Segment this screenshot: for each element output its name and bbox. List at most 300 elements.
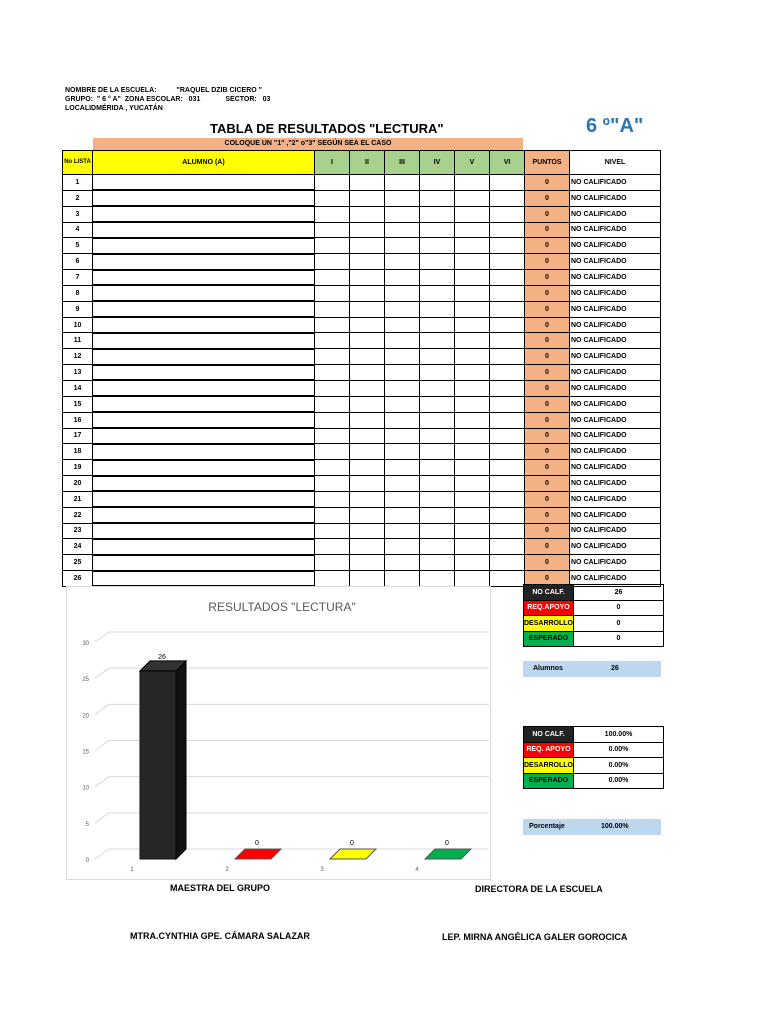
- header-alumno: ALUMNO (A): [93, 151, 315, 175]
- score-cell-3[interactable]: [385, 476, 420, 492]
- student-name-cell[interactable]: [93, 285, 315, 301]
- score-cell-1[interactable]: [315, 555, 350, 571]
- score-cell-6[interactable]: [490, 270, 525, 286]
- row-number: 7: [63, 270, 93, 286]
- score-cell-1[interactable]: [315, 428, 350, 444]
- score-cell-6[interactable]: [490, 396, 525, 412]
- percent-label-esperado: ESPERADO: [524, 773, 574, 789]
- student-name-cell[interactable]: [93, 365, 315, 381]
- score-cell-2[interactable]: [350, 206, 385, 222]
- score-cell-2[interactable]: [350, 365, 385, 381]
- student-name-cell[interactable]: [93, 476, 315, 492]
- score-cell-2[interactable]: [350, 317, 385, 333]
- score-cell-2[interactable]: [350, 412, 385, 428]
- nivel-cell: NO CALIFICADO: [570, 222, 661, 238]
- score-cell-6[interactable]: [490, 523, 525, 539]
- student-name-cell[interactable]: [93, 507, 315, 523]
- count-row: [524, 600, 664, 616]
- table-row: [63, 476, 661, 492]
- score-cell-2[interactable]: [350, 460, 385, 476]
- nivel-cell: NO CALIFICADO: [570, 206, 661, 222]
- nivel-cell: NO CALIFICADO: [570, 507, 661, 523]
- puntos-cell: 0: [525, 222, 570, 238]
- puntos-cell: 0: [525, 444, 570, 460]
- percent-row: [524, 758, 664, 774]
- score-cell-2[interactable]: [350, 285, 385, 301]
- score-cell-5[interactable]: [455, 206, 490, 222]
- percent-value-esperado[interactable]: 0.00%: [574, 773, 664, 789]
- score-cell-4[interactable]: [420, 317, 455, 333]
- bar: [330, 849, 376, 859]
- score-cell-2[interactable]: [350, 301, 385, 317]
- score-cell-4[interactable]: [420, 460, 455, 476]
- puntos-cell: 0: [525, 333, 570, 349]
- score-cell-6[interactable]: [490, 317, 525, 333]
- school-label: NOMBRE DE LA ESCUELA:: [65, 87, 157, 94]
- score-cell-5[interactable]: [455, 380, 490, 396]
- score-cell-3[interactable]: [385, 238, 420, 254]
- score-cell-5[interactable]: [455, 523, 490, 539]
- data-label: 26: [158, 653, 166, 661]
- header-no-lista: No LISTA: [63, 151, 93, 175]
- score-cell-1[interactable]: [315, 317, 350, 333]
- school-name: "RAQUEL DZIB CICERO ": [176, 87, 262, 94]
- nivel-cell: NO CALIFICADO: [570, 317, 661, 333]
- score-cell-2[interactable]: [350, 476, 385, 492]
- score-cell-1[interactable]: [315, 507, 350, 523]
- puntos-cell: 0: [525, 539, 570, 555]
- percent-value-req-apoyo[interactable]: 0.00%: [574, 742, 664, 758]
- count-row: [524, 631, 664, 647]
- score-cell-3[interactable]: [385, 206, 420, 222]
- score-cell-6[interactable]: [490, 444, 525, 460]
- nivel-cell: NO CALIFICADO: [570, 333, 661, 349]
- student-name-cell[interactable]: [93, 491, 315, 507]
- alumnos-value: 26: [611, 665, 619, 672]
- score-cell-6[interactable]: [490, 175, 525, 191]
- sector-value: 03: [262, 96, 271, 103]
- gridline-side: [95, 632, 109, 642]
- grupo-label: GRUPO:: [65, 96, 93, 103]
- score-cell-2[interactable]: [350, 555, 385, 571]
- score-cell-3[interactable]: [385, 270, 420, 286]
- score-cell-4[interactable]: [420, 349, 455, 365]
- score-cell-5[interactable]: [455, 317, 490, 333]
- student-name-cell[interactable]: [93, 238, 315, 254]
- score-cell-4[interactable]: [420, 507, 455, 523]
- score-cell-1[interactable]: [315, 491, 350, 507]
- score-cell-3[interactable]: [385, 555, 420, 571]
- puntos-cell: 0: [525, 285, 570, 301]
- score-cell-4[interactable]: [420, 333, 455, 349]
- puntos-cell: 0: [525, 349, 570, 365]
- x-tick-label: 1: [130, 867, 134, 873]
- student-name-cell[interactable]: [93, 555, 315, 571]
- score-cell-5[interactable]: [455, 444, 490, 460]
- score-cell-3[interactable]: [385, 175, 420, 191]
- score-cell-2[interactable]: [350, 428, 385, 444]
- student-name-cell[interactable]: [93, 190, 315, 206]
- score-cell-3[interactable]: [385, 190, 420, 206]
- score-cell-4[interactable]: [420, 444, 455, 460]
- score-cell-1[interactable]: [315, 238, 350, 254]
- header-roman-2: II: [350, 151, 385, 175]
- gridline-side: [95, 741, 109, 751]
- nivel-cell: NO CALIFICADO: [570, 476, 661, 492]
- score-cell-4[interactable]: [420, 206, 455, 222]
- signature-right-name: LEP. MIRNA ANGÉLICA GALER GOROCICA: [442, 932, 628, 942]
- score-cell-6[interactable]: [490, 222, 525, 238]
- grade-badge: 6 º"A": [586, 115, 644, 137]
- score-cell-2[interactable]: [350, 491, 385, 507]
- score-cell-6[interactable]: [490, 285, 525, 301]
- row-number: 16: [63, 412, 93, 428]
- score-cell-2[interactable]: [350, 507, 385, 523]
- score-cell-3[interactable]: [385, 571, 420, 587]
- score-cell-3[interactable]: [385, 523, 420, 539]
- score-cell-5[interactable]: [455, 396, 490, 412]
- bar: [140, 671, 176, 859]
- count-value-desarrollo[interactable]: 0: [574, 616, 664, 632]
- nivel-cell: NO CALIFICADO: [570, 444, 661, 460]
- alumnos-total: [523, 661, 661, 677]
- nivel-cell: NO CALIFICADO: [570, 349, 661, 365]
- score-cell-6[interactable]: [490, 507, 525, 523]
- count-value-req-apoyo[interactable]: 0: [574, 600, 664, 616]
- score-cell-5[interactable]: [455, 571, 490, 587]
- score-cell-6[interactable]: [490, 301, 525, 317]
- student-name-cell[interactable]: [93, 254, 315, 270]
- puntos-cell: 0: [525, 301, 570, 317]
- score-cell-4[interactable]: [420, 270, 455, 286]
- score-cell-5[interactable]: [455, 539, 490, 555]
- row-number: 13: [63, 365, 93, 381]
- score-cell-2[interactable]: [350, 539, 385, 555]
- student-name-cell[interactable]: [93, 412, 315, 428]
- score-cell-4[interactable]: [420, 190, 455, 206]
- signature-left-title: MAESTRA DEL GRUPO: [170, 883, 271, 893]
- row-number: 11: [63, 333, 93, 349]
- count-value-esperado[interactable]: 0: [574, 631, 664, 647]
- gridline-side: [95, 704, 109, 714]
- score-cell-1[interactable]: [315, 333, 350, 349]
- score-cell-4[interactable]: [420, 555, 455, 571]
- score-cell-5[interactable]: [455, 301, 490, 317]
- y-tick-label: 0: [85, 858, 89, 864]
- score-cell-6[interactable]: [490, 539, 525, 555]
- score-cell-5[interactable]: [455, 333, 490, 349]
- nivel-cell: NO CALIFICADO: [570, 571, 661, 587]
- score-cell-3[interactable]: [385, 491, 420, 507]
- results-chart-svg: [67, 587, 492, 881]
- score-cell-1[interactable]: [315, 175, 350, 191]
- sector-label: SECTOR:: [225, 96, 257, 103]
- student-name-cell[interactable]: [93, 539, 315, 555]
- score-cell-4[interactable]: [420, 396, 455, 412]
- score-cell-5[interactable]: [455, 365, 490, 381]
- score-cell-1[interactable]: [315, 523, 350, 539]
- score-cell-5[interactable]: [455, 460, 490, 476]
- score-cell-6[interactable]: [490, 333, 525, 349]
- percent-value-no-calf[interactable]: 100.00%: [574, 727, 664, 743]
- student-name-cell[interactable]: [93, 380, 315, 396]
- score-cell-4[interactable]: [420, 523, 455, 539]
- score-cell-1[interactable]: [315, 380, 350, 396]
- score-cell-3[interactable]: [385, 349, 420, 365]
- y-tick-label: 15: [82, 749, 89, 756]
- row-number: 8: [63, 285, 93, 301]
- score-cell-1[interactable]: [315, 460, 350, 476]
- score-cell-2[interactable]: [350, 333, 385, 349]
- score-cell-2[interactable]: [350, 254, 385, 270]
- score-cell-1[interactable]: [315, 396, 350, 412]
- score-cell-1[interactable]: [315, 222, 350, 238]
- count-label-no-calf: NO CALF.: [524, 585, 574, 601]
- score-cell-2[interactable]: [350, 349, 385, 365]
- score-cell-4[interactable]: [420, 539, 455, 555]
- signature-right-title: DIRECTORA DE LA ESCUELA: [475, 884, 603, 894]
- score-cell-4[interactable]: [420, 380, 455, 396]
- score-cell-6[interactable]: [490, 412, 525, 428]
- localidad: LOCALIDMÉRIDA , YUCATÁN: [65, 105, 163, 112]
- score-cell-6[interactable]: [490, 491, 525, 507]
- score-cell-6[interactable]: [490, 190, 525, 206]
- score-cell-6[interactable]: [490, 206, 525, 222]
- puntos-cell: 0: [525, 238, 570, 254]
- score-cell-4[interactable]: [420, 175, 455, 191]
- nivel-cell: NO CALIFICADO: [570, 412, 661, 428]
- score-cell-6[interactable]: [490, 238, 525, 254]
- row-number: 15: [63, 396, 93, 412]
- score-cell-3[interactable]: [385, 285, 420, 301]
- score-cell-3[interactable]: [385, 365, 420, 381]
- score-cell-1[interactable]: [315, 412, 350, 428]
- score-cell-5[interactable]: [455, 190, 490, 206]
- score-cell-5[interactable]: [455, 476, 490, 492]
- score-cell-6[interactable]: [490, 555, 525, 571]
- score-cell-5[interactable]: [455, 270, 490, 286]
- score-cell-1[interactable]: [315, 206, 350, 222]
- row-number: 14: [63, 380, 93, 396]
- student-name-cell[interactable]: [93, 460, 315, 476]
- header-roman-5: V: [455, 151, 490, 175]
- bar: [235, 849, 281, 859]
- score-cell-4[interactable]: [420, 412, 455, 428]
- score-cell-6[interactable]: [490, 254, 525, 270]
- percent-label-no-calf: NO CALF.: [524, 727, 574, 743]
- score-cell-4[interactable]: [420, 254, 455, 270]
- score-cell-5[interactable]: [455, 491, 490, 507]
- score-cell-5[interactable]: [455, 349, 490, 365]
- score-cell-6[interactable]: [490, 428, 525, 444]
- score-cell-5[interactable]: [455, 412, 490, 428]
- results-chart: [66, 586, 491, 880]
- count-value-no-calf[interactable]: 26: [574, 585, 664, 601]
- score-cell-6[interactable]: [490, 380, 525, 396]
- score-cell-3[interactable]: [385, 428, 420, 444]
- porcentaje-total: [523, 819, 661, 835]
- y-tick-label: 10: [82, 785, 89, 792]
- score-cell-6[interactable]: [490, 349, 525, 365]
- nivel-cell: NO CALIFICADO: [570, 460, 661, 476]
- table-row: [63, 365, 661, 381]
- score-cell-5[interactable]: [455, 238, 490, 254]
- student-name-cell[interactable]: [93, 333, 315, 349]
- score-cell-4[interactable]: [420, 365, 455, 381]
- count-row: [524, 585, 664, 601]
- score-cell-3[interactable]: [385, 396, 420, 412]
- score-cell-1[interactable]: [315, 571, 350, 587]
- nivel-cell: NO CALIFICADO: [570, 428, 661, 444]
- table-row: [63, 444, 661, 460]
- percent-value-desarrollo[interactable]: 0.00%: [574, 758, 664, 774]
- score-cell-5[interactable]: [455, 175, 490, 191]
- score-cell-1[interactable]: [315, 285, 350, 301]
- score-cell-2[interactable]: [350, 238, 385, 254]
- row-number: 5: [63, 238, 93, 254]
- puntos-cell: 0: [525, 507, 570, 523]
- row-number: 24: [63, 539, 93, 555]
- table-row: [63, 539, 661, 555]
- puntos-cell: 0: [525, 380, 570, 396]
- table-row: [63, 317, 661, 333]
- student-name-cell[interactable]: [93, 222, 315, 238]
- score-cell-4[interactable]: [420, 301, 455, 317]
- score-cell-2[interactable]: [350, 270, 385, 286]
- table-row: [63, 206, 661, 222]
- row-number: 10: [63, 317, 93, 333]
- score-cell-4[interactable]: [420, 285, 455, 301]
- score-cell-3[interactable]: [385, 317, 420, 333]
- student-name-cell[interactable]: [93, 175, 315, 191]
- score-cell-3[interactable]: [385, 301, 420, 317]
- chart-title: RESULTADOS "LECTURA": [208, 600, 356, 614]
- score-cell-2[interactable]: [350, 396, 385, 412]
- score-cell-3[interactable]: [385, 539, 420, 555]
- nivel-cell: NO CALIFICADO: [570, 270, 661, 286]
- student-name-cell[interactable]: [93, 444, 315, 460]
- table-row: [63, 190, 661, 206]
- score-cell-3[interactable]: [385, 333, 420, 349]
- score-cell-3[interactable]: [385, 412, 420, 428]
- score-cell-3[interactable]: [385, 222, 420, 238]
- table-row: [63, 428, 661, 444]
- student-name-cell[interactable]: [93, 206, 315, 222]
- student-name-cell[interactable]: [93, 349, 315, 365]
- instruction-banner: COLOQUE UN "1" ,"2" o"3" SEGÚN SEA EL CASO: [93, 138, 523, 150]
- nivel-cell: NO CALIFICADO: [570, 555, 661, 571]
- score-cell-1[interactable]: [315, 539, 350, 555]
- student-name-cell[interactable]: [93, 571, 315, 587]
- score-cell-2[interactable]: [350, 444, 385, 460]
- score-cell-6[interactable]: [490, 476, 525, 492]
- score-cell-6[interactable]: [490, 365, 525, 381]
- score-cell-5[interactable]: [455, 254, 490, 270]
- student-name-cell[interactable]: [93, 523, 315, 539]
- header-roman-4: IV: [420, 151, 455, 175]
- score-cell-1[interactable]: [315, 476, 350, 492]
- row-number: 9: [63, 301, 93, 317]
- x-tick-label: 4: [415, 867, 419, 873]
- y-tick-label: 5: [85, 821, 89, 828]
- score-cell-4[interactable]: [420, 428, 455, 444]
- student-name-cell[interactable]: [93, 270, 315, 286]
- nivel-cell: NO CALIFICADO: [570, 491, 661, 507]
- score-cell-6[interactable]: [490, 571, 525, 587]
- score-cell-4[interactable]: [420, 476, 455, 492]
- score-cell-4[interactable]: [420, 222, 455, 238]
- score-cell-4[interactable]: [420, 238, 455, 254]
- score-cell-1[interactable]: [315, 254, 350, 270]
- table-row: [63, 238, 661, 254]
- row-number: 22: [63, 507, 93, 523]
- score-cell-2[interactable]: [350, 380, 385, 396]
- student-name-cell[interactable]: [93, 428, 315, 444]
- score-cell-5[interactable]: [455, 222, 490, 238]
- score-cell-3[interactable]: [385, 380, 420, 396]
- count-label-req-apoyo: REQ.APOYO: [524, 600, 574, 616]
- score-cell-2[interactable]: [350, 571, 385, 587]
- score-cell-1[interactable]: [315, 270, 350, 286]
- score-cell-2[interactable]: [350, 175, 385, 191]
- x-tick-label: 2: [225, 867, 229, 873]
- puntos-cell: 0: [525, 175, 570, 191]
- student-name-cell[interactable]: [93, 301, 315, 317]
- y-tick-label: 25: [82, 677, 89, 684]
- score-cell-2[interactable]: [350, 190, 385, 206]
- nivel-cell: NO CALIFICADO: [570, 365, 661, 381]
- score-cell-5[interactable]: [455, 285, 490, 301]
- score-cell-3[interactable]: [385, 254, 420, 270]
- row-number: 21: [63, 491, 93, 507]
- student-name-cell[interactable]: [93, 317, 315, 333]
- score-cell-4[interactable]: [420, 491, 455, 507]
- table-row: [63, 222, 661, 238]
- score-cell-1[interactable]: [315, 349, 350, 365]
- score-cell-3[interactable]: [385, 507, 420, 523]
- bar: [425, 849, 471, 859]
- score-cell-4[interactable]: [420, 571, 455, 587]
- score-cell-1[interactable]: [315, 190, 350, 206]
- nivel-cell: NO CALIFICADO: [570, 175, 661, 191]
- alumnos-label: Alumnos: [533, 665, 563, 672]
- score-cell-5[interactable]: [455, 555, 490, 571]
- nivel-cell: NO CALIFICADO: [570, 190, 661, 206]
- score-cell-5[interactable]: [455, 507, 490, 523]
- count-row: [524, 616, 664, 632]
- nivel-cell: NO CALIFICADO: [570, 380, 661, 396]
- puntos-cell: 0: [525, 190, 570, 206]
- score-cell-2[interactable]: [350, 523, 385, 539]
- x-tick-label: 3: [320, 867, 324, 873]
- student-name-cell[interactable]: [93, 396, 315, 412]
- score-cell-1[interactable]: [315, 365, 350, 381]
- score-cell-1[interactable]: [315, 444, 350, 460]
- nivel-cell: NO CALIFICADO: [570, 539, 661, 555]
- y-tick-label: 20: [82, 713, 89, 720]
- score-cell-5[interactable]: [455, 428, 490, 444]
- score-cell-3[interactable]: [385, 460, 420, 476]
- score-cell-1[interactable]: [315, 301, 350, 317]
- nivel-cell: NO CALIFICADO: [570, 523, 661, 539]
- score-cell-3[interactable]: [385, 444, 420, 460]
- row-number: 2: [63, 190, 93, 206]
- count-label-desarrollo: DESARROLLO: [524, 616, 574, 632]
- score-cell-6[interactable]: [490, 460, 525, 476]
- results-table: [62, 150, 661, 587]
- score-cell-2[interactable]: [350, 222, 385, 238]
- puntos-cell: 0: [525, 460, 570, 476]
